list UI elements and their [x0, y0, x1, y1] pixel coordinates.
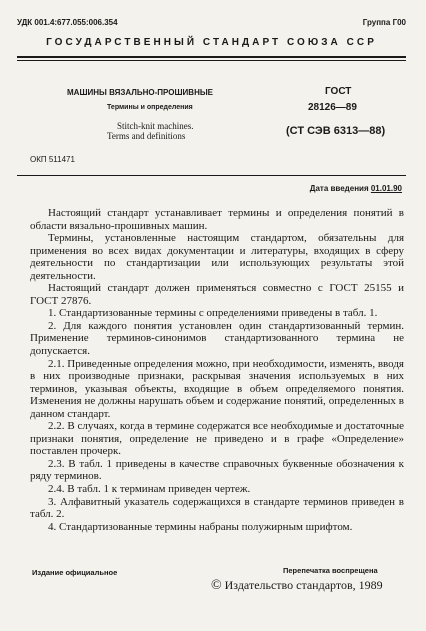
paragraph: 2. Для каждого понятия установлен один стандартизованный термин. Применение терминов-синонимов стандартизованного термина не допускается. — [30, 319, 404, 358]
paragraph: 2.2. В случаях, когда в термине содержатся все необходимые и достаточные признаки понятия, определение не приведено и в графе «Определение» поставлен прочерк. — [30, 420, 404, 458]
okp-code: ОКП 511471 — [30, 155, 75, 164]
paragraph: 3. Алфавитный указатель содержащихся в стандарте терминов приведен в табл. 2. — [30, 495, 404, 521]
copyright-icon: © — [211, 578, 222, 593]
standard-type-heading: ГОСУДАРСТВЕННЫЙ СТАНДАРТ СОЮЗА ССР — [46, 37, 377, 48]
copyright-text: Издательство стандартов, 1989 — [224, 578, 383, 592]
gost-label: ГОСТ — [325, 86, 352, 97]
copyright-line — [211, 578, 383, 594]
effective-date-value: 01.01.90 — [370, 184, 402, 193]
english-title-line1: Stitch-knit machines. — [117, 121, 194, 131]
udk-code: УДК 001.4:677.055:006.354 — [17, 18, 118, 27]
effective-date-label: Дата введения — [309, 184, 369, 193]
paragraph: 2.4. В табл. 1 к терминам приведен чертеж. — [48, 483, 251, 496]
heading-rule-thick — [17, 56, 406, 58]
heading-rule-thin — [17, 60, 406, 61]
english-title-line2: Terms and definitions — [107, 131, 186, 141]
paragraph: 2.1. Приведенные определения можно, при необходимости, изменять, вводя в них производные признаки, раскрывая значения используемых в них терминов, указывая объекты, входящие в объем определяемого понятия. Изменения не должны нарушать объем и содержание понятий, определенных в данном стандарт. — [30, 357, 404, 420]
group-code: Группа Г00 — [362, 18, 406, 27]
section-rule — [17, 175, 406, 176]
reprint-prohibited-note: Перепечатка воспрещена — [283, 566, 378, 575]
paragraph: Настоящий стандарт устанавливает термины и определения понятий в области вязально-прошивных машин. — [30, 207, 404, 232]
paragraph: 4. Стандартизованные термины набраны полужирным шрифтом. — [48, 520, 353, 533]
document-subtitle: Термины и определения — [107, 104, 193, 111]
paragraph: 1. Стандартизованные термины с определениями приведены в табл. 1. — [48, 307, 378, 320]
gost-number: 28126—89 — [308, 102, 357, 113]
body-text — [30, 207, 404, 533]
effective-date — [310, 184, 402, 193]
paragraph: Термины, установленные настоящим стандартом, обязательны для применения во всех видах документации и литературы, входящих в сферу деятельности по стандартизации или использующих результаты этой деятельности. — [30, 232, 404, 282]
paragraph: 2.3. В табл. 1 приведены в качестве справочных буквенные обозначения к ряду терминов. — [30, 457, 404, 483]
official-edition-note: Издание официальное — [32, 568, 118, 577]
header-line — [17, 18, 406, 30]
paragraph: Настоящий стандарт должен применяться совместно с ГОСТ 25155 и ГОСТ 27876. — [30, 282, 404, 307]
document-title: МАШИНЫ ВЯЗАЛЬНО-ПРОШИВНЫЕ — [67, 88, 214, 97]
st-sev-reference: (СТ СЭВ 6313—88) — [286, 125, 386, 137]
